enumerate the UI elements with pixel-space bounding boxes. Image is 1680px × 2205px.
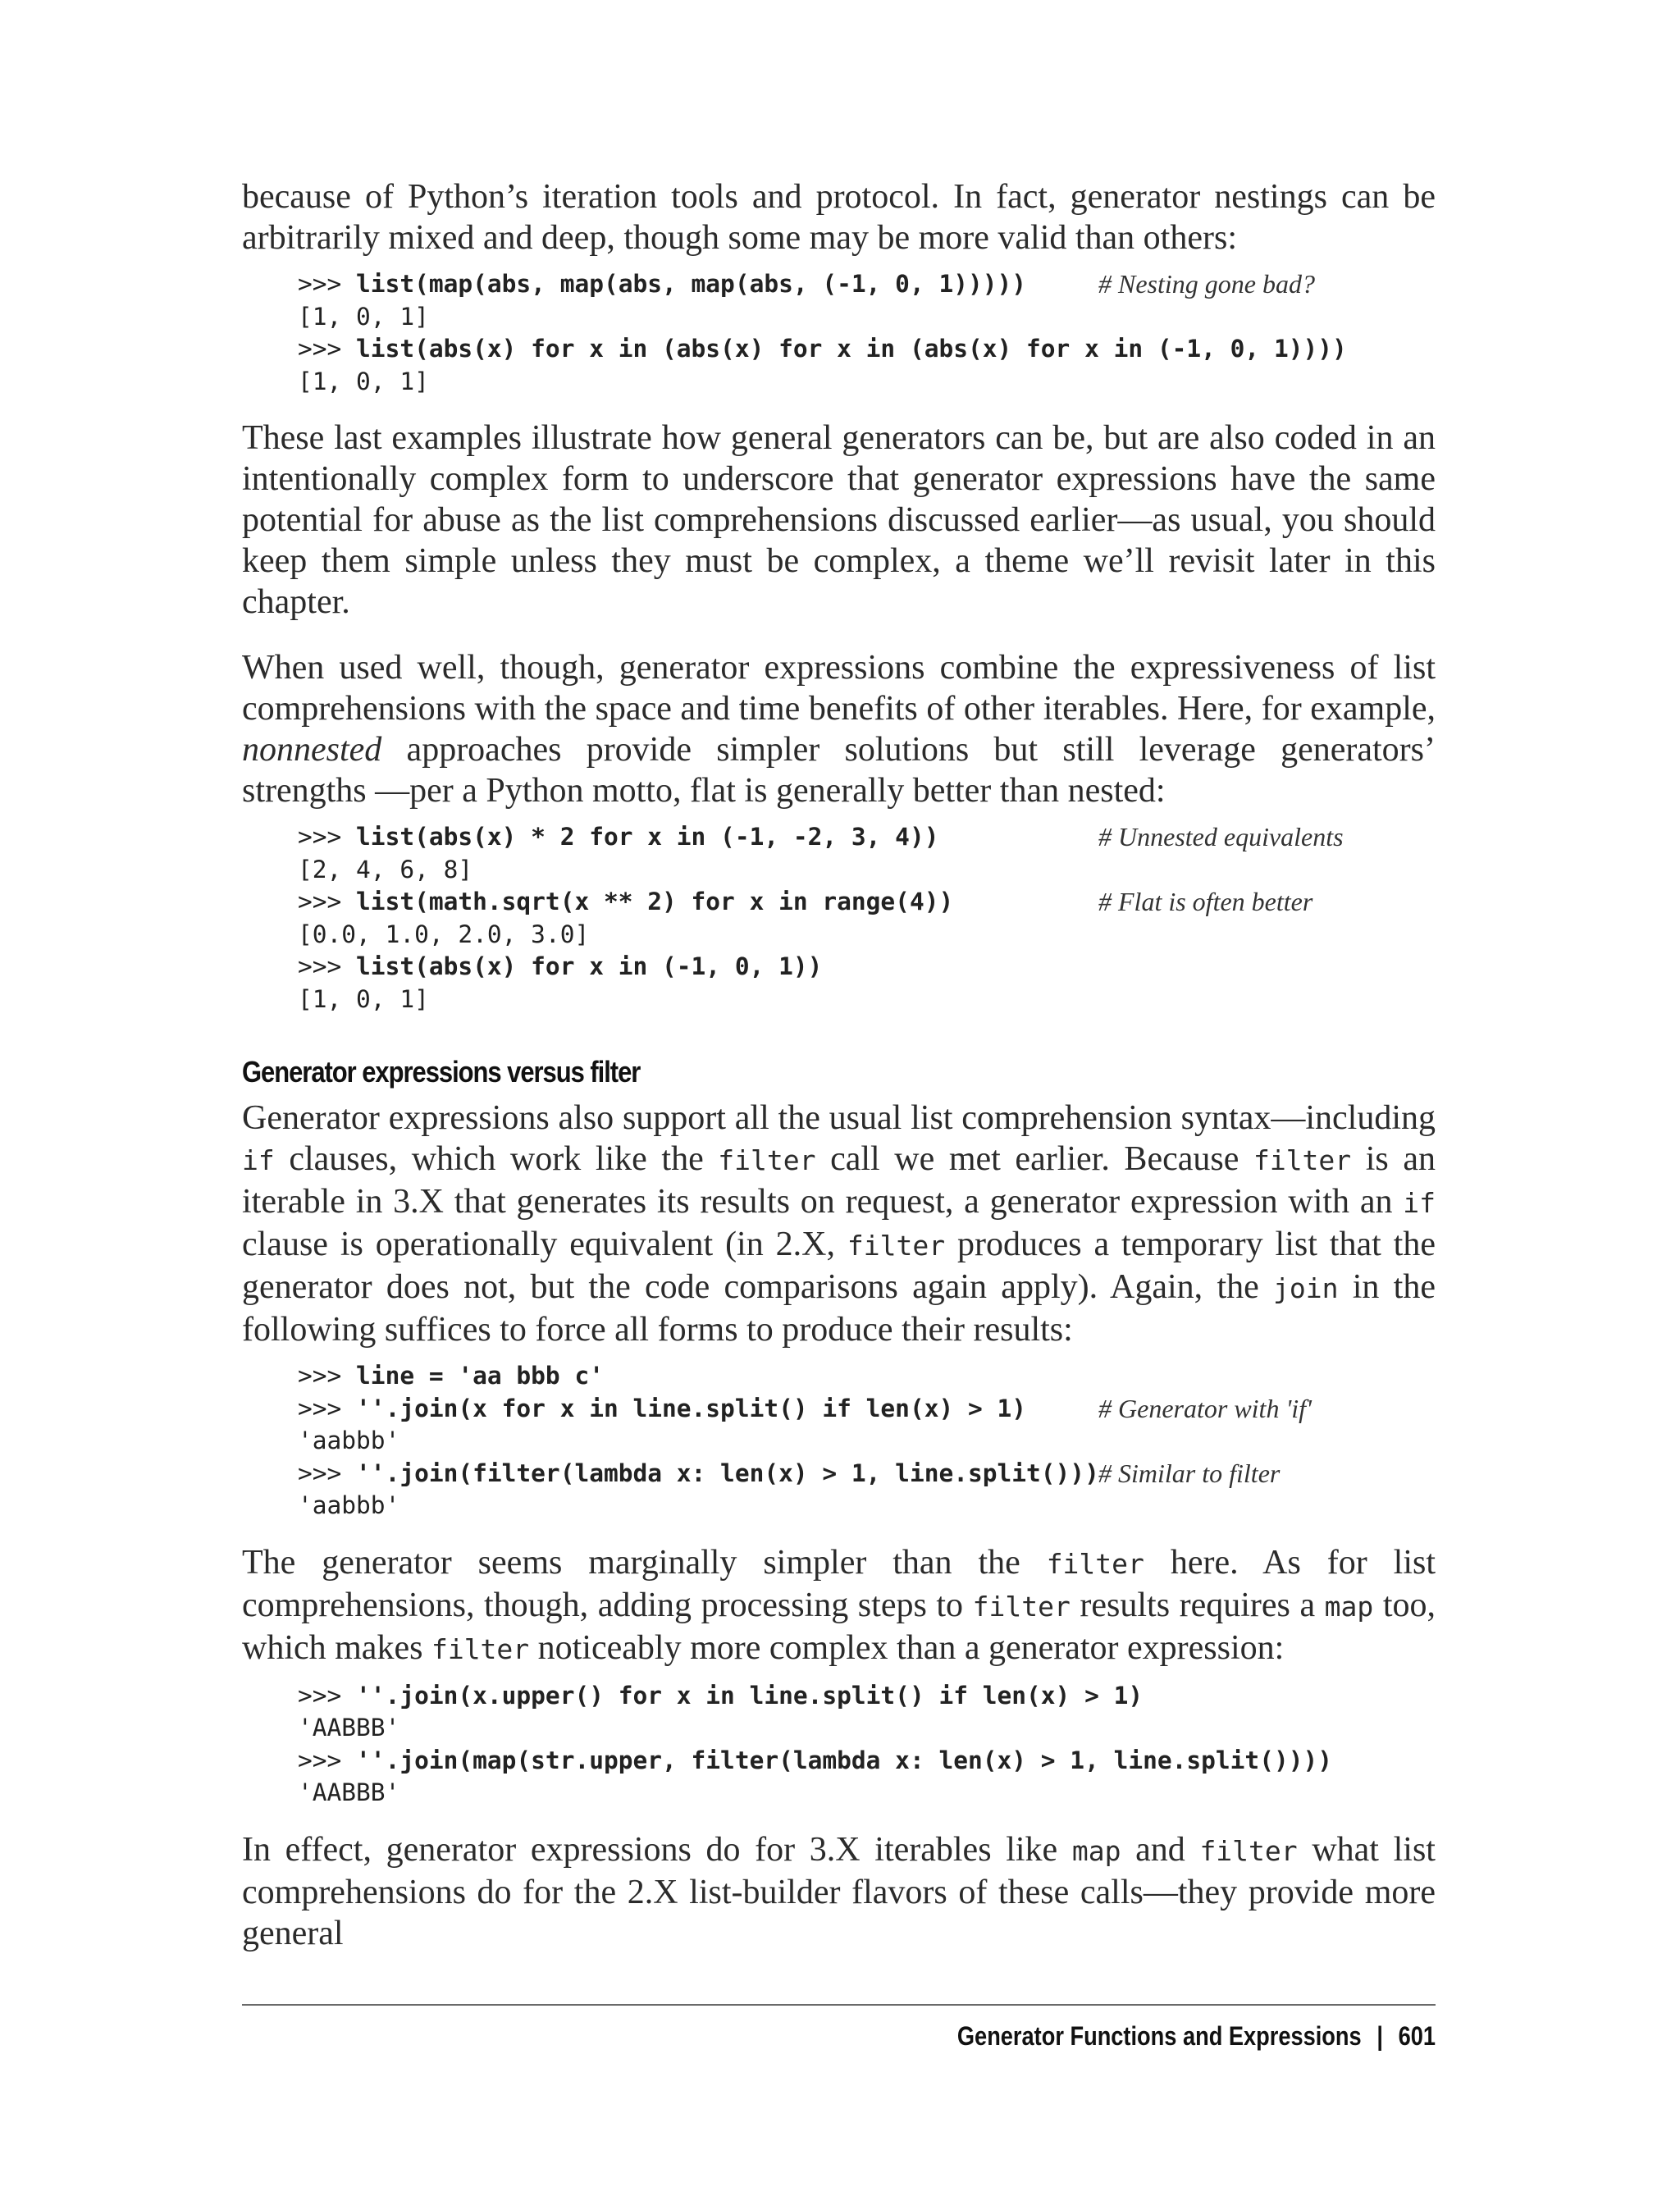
section-heading: Generator expressions versus filter bbox=[242, 1055, 641, 1089]
code-line: >>> list(abs(x) for x in (-1, 0, 1)) bbox=[298, 952, 823, 980]
code-block-2 bbox=[298, 821, 1436, 1016]
code-line: >>> list(abs(x) * 2 for x in (-1, -2, 3, 4)) # Unnested equivalents bbox=[298, 821, 1436, 854]
code-line: 'aabbb' bbox=[298, 1491, 400, 1519]
code-line: [1, 0, 1] bbox=[298, 367, 429, 395]
paragraph-1: because of Python’s iteration tools and protocol. In fact, generator nestings can be arbitrarily mixed and deep, though some may be more valid than others: bbox=[242, 178, 1436, 257]
paragraph-5: The generator seems marginally simpler than the filter here. As for list comprehensions, though, adding processing steps to filter results requires a map too, which makes filter noticeably more complex than a generator expression: bbox=[242, 1543, 1436, 1667]
code-line: >>> ''.join(x for x in line.split() if len(x) > 1) # Generator with 'if' bbox=[298, 1393, 1436, 1426]
paragraph-4: Generator expressions also support all the usual list comprehension syntax—including if clauses, which work like the filter call we met earlier. Because filter is an iterable in 3.X that generates its results on request, a generator expression with an if clause is operationally equivalent (in 2.X, filter produces a temporary list that the generator does not, but the code comparisons again apply). Again, the join in the following suffices to force all forms to produce their results: bbox=[242, 1099, 1436, 1349]
paragraph-2: These last examples illustrate how general generators can be, but are also coded in an intentionally complex form to underscore that generator expressions have the same potential for abuse as the list comprehensions discussed earlier—as usual, you should keep them simple unless they must be complex, a theme we’ll revisit later in this chapter. bbox=[242, 419, 1436, 621]
code-line: [2, 4, 6, 8] bbox=[298, 855, 473, 883]
code-line: >>> ''.join(filter(lambda x: len(x) > 1, line.split())) # Similar to filter bbox=[298, 1458, 1436, 1491]
code-line: >>> line = 'aa bbb c' bbox=[298, 1362, 604, 1390]
code-block-4 bbox=[298, 1680, 1436, 1810]
code-block-1 bbox=[298, 268, 1436, 398]
code-comment: # Nesting gone bad? bbox=[1098, 269, 1315, 299]
code-comment: # Flat is often better bbox=[1098, 887, 1313, 916]
code-line: >>> list(abs(x) for x in (abs(x) for x in (abs(x) for x in (-1, 0, 1)))) bbox=[298, 335, 1347, 363]
code-line: 'AABBB' bbox=[298, 1778, 400, 1806]
code-line: >>> ''.join(x.upper() for x in line.split() if len(x) > 1) bbox=[298, 1681, 1144, 1710]
page-number: 601 bbox=[1398, 2021, 1436, 2051]
code-line: >>> list(map(abs, map(abs, map(abs, (-1, 0, 1))))) # Nesting gone bad? bbox=[298, 268, 1436, 301]
code-line: [0.0, 1.0, 2.0, 3.0] bbox=[298, 920, 590, 948]
code-comment: # Unnested equivalents bbox=[1098, 822, 1344, 851]
emphasis-nonnested: nonnested bbox=[242, 731, 382, 769]
code-line: 'AABBB' bbox=[298, 1714, 400, 1742]
code-line: [1, 0, 1] bbox=[298, 984, 429, 1013]
code-line: >>> list(math.sqrt(x ** 2) for x in range(4)) # Flat is often better bbox=[298, 886, 1436, 919]
footer-rule bbox=[242, 2004, 1436, 2006]
code-block-3 bbox=[298, 1360, 1436, 1522]
paragraph-3: When used well, though, generator expressions combine the expressiveness of list comprehensions with the space and time benefits of other iterables. Here, for example, nonnested approaches provide simpler solutions but still leverage generators’ strengths —per a Python motto, flat is generally better than nested: bbox=[242, 649, 1436, 810]
page-body bbox=[242, 176, 1436, 1954]
code-line: [1, 0, 1] bbox=[298, 302, 429, 331]
code-comment: # Generator with 'if' bbox=[1098, 1393, 1312, 1423]
footer-separator: | bbox=[1376, 2021, 1383, 2051]
code-comment: # Similar to filter bbox=[1098, 1458, 1281, 1488]
code-line: >>> ''.join(map(str.upper, filter(lambda x: len(x) > 1, line.split()))) bbox=[298, 1746, 1333, 1774]
running-title: Generator Functions and Expressions bbox=[956, 2021, 1362, 2051]
code-line: 'aabbb' bbox=[298, 1427, 400, 1454]
page-footer bbox=[957, 2020, 1436, 2052]
paragraph-6: In effect, generator expressions do for 3.X iterables like map and filter what list comprehensions do for the 2.X list-builder flavors of these calls—they provide more general bbox=[242, 1830, 1436, 1952]
